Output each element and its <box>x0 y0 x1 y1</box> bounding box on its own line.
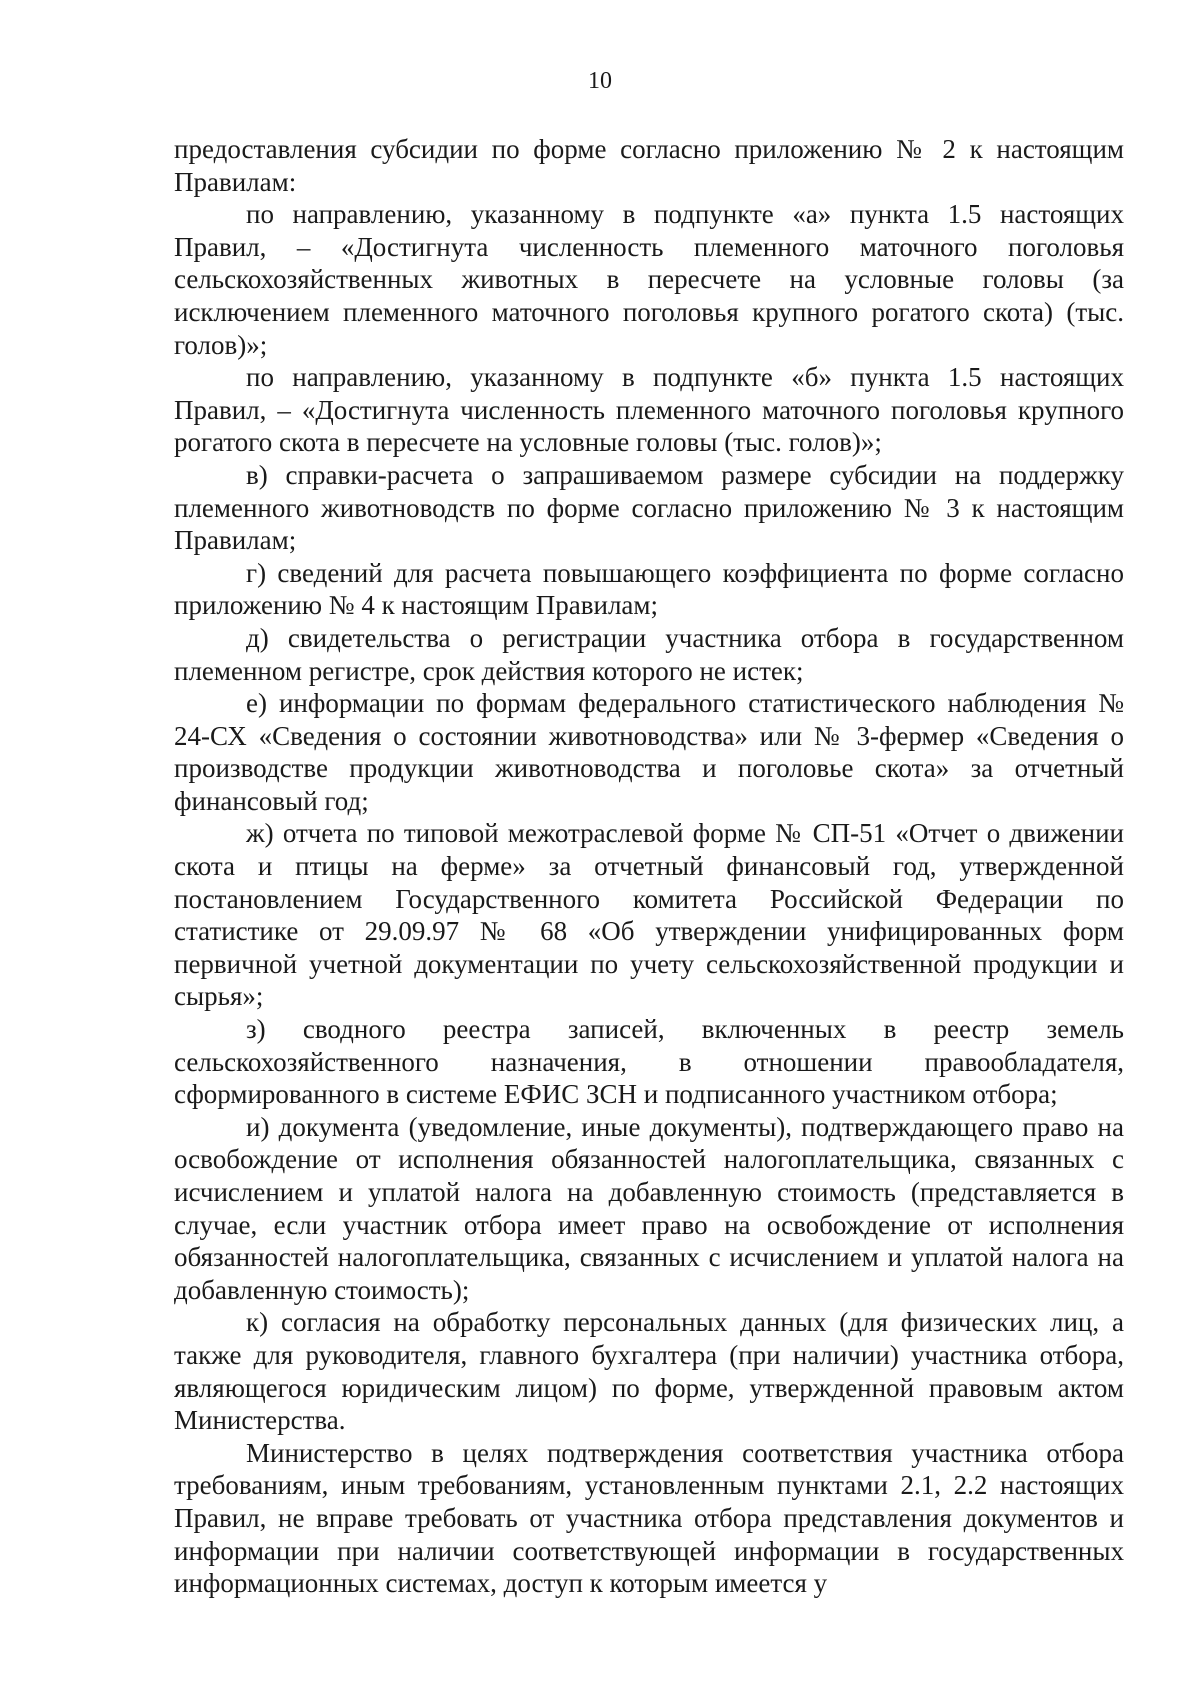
paragraph-item-i: и) документа (уведомление, иные документы), подтверждающего право на освобождение от исполнения обязанностей налогоплательщика, связанных с исчислением и уплатой налога на добавленную стоимость (представляется в случае, если участник отбора имеет право на освобождение от исполнения обязанностей налогоплательщика, связанных с исчислением и уплатой налога на добавленную стоимость); <box>174 1111 1124 1305</box>
paragraph-item-g: г) сведений для расчета повышающего коэффициента по форме согласно приложению № 4 к настоящим Правилам; <box>174 557 1124 621</box>
paragraph-item-v: в) справки-расчета о запрашиваемом размере субсидии на поддержку племенного животноводств по форме согласно приложению № 3 к настоящим Правилам; <box>174 459 1124 556</box>
paragraph-direction-a: по направлению, указанному в подпункте «а» пункта 1.5 настоящих Правил, – «Достигнута численность племенного маточного поголовья сельскохозяйственных животных в пересчете на условные головы (за исключением племенного маточного поголовья крупного рогатого скота) (тыс. голов)»; <box>174 199 1124 360</box>
paragraph-item-z: з) сводного реестра записей, включенных в реестр земель сельскохозяйственного назначения, в отношении правообладателя, сформированного в системе ЕФИС ЗСН и подписанного участником отбора; <box>174 1014 1124 1110</box>
paragraph-item-d: д) свидетельства о регистрации участника отбора в государственном племенном регистре, срок действия которого не истек; <box>174 622 1124 686</box>
paragraph-item-k: к) согласия на обработку персональных данных (для физических лиц, а также для руководителя, главного бухгалтера (при наличии) участника отбора, являющегося юридическим лицом) по форме, утвержденной правовым актом Министерства. <box>174 1307 1124 1436</box>
paragraph-ministry: Министерство в целях подтверждения соответствия участника отбора требованиям, иным требованиям, установленным пунктами 2.1, 2.2 настоящих Правил, не вправе требовать от участника отбора представления документов и информации при наличии соответствующей информации в государственных информационных системах, доступ к которым имеется у <box>174 1437 1124 1599</box>
page-number: 10 <box>588 68 612 94</box>
paragraph-item-e: е) информации по формам федерального статистического наблюдения № 24-СХ «Сведения о состоянии животноводства» или № 3-фермер «Сведения о производстве продукции животноводства и поголовье скота» за отчетный финансовый год; <box>174 688 1124 816</box>
paragraph-continuation: предоставления субсидии по форме согласно приложению № 2 к настоящим Правилам: <box>174 134 1124 197</box>
paragraph-item-zh: ж) отчета по типовой межотраслевой форме № СП-51 «Отчет о движении скота и птицы на ферме» за отчетный финансовый год, утвержденной постановлением Государственного комитета Российской Федерации по статистике от 29.09.97 № 68 «Об утверждении унифицированных форм первичной учетной документации по учету сельскохозяйственной продукции и сырья»; <box>174 818 1124 1012</box>
document-body <box>174 133 1124 1600</box>
paragraph-direction-b: по направлению, указанному в подпункте «б» пункта 1.5 настоящих Правил, – «Достигнута численность племенного маточного поголовья крупного рогатого скота в пересчете на условные головы (тыс. голов)»; <box>174 362 1124 458</box>
